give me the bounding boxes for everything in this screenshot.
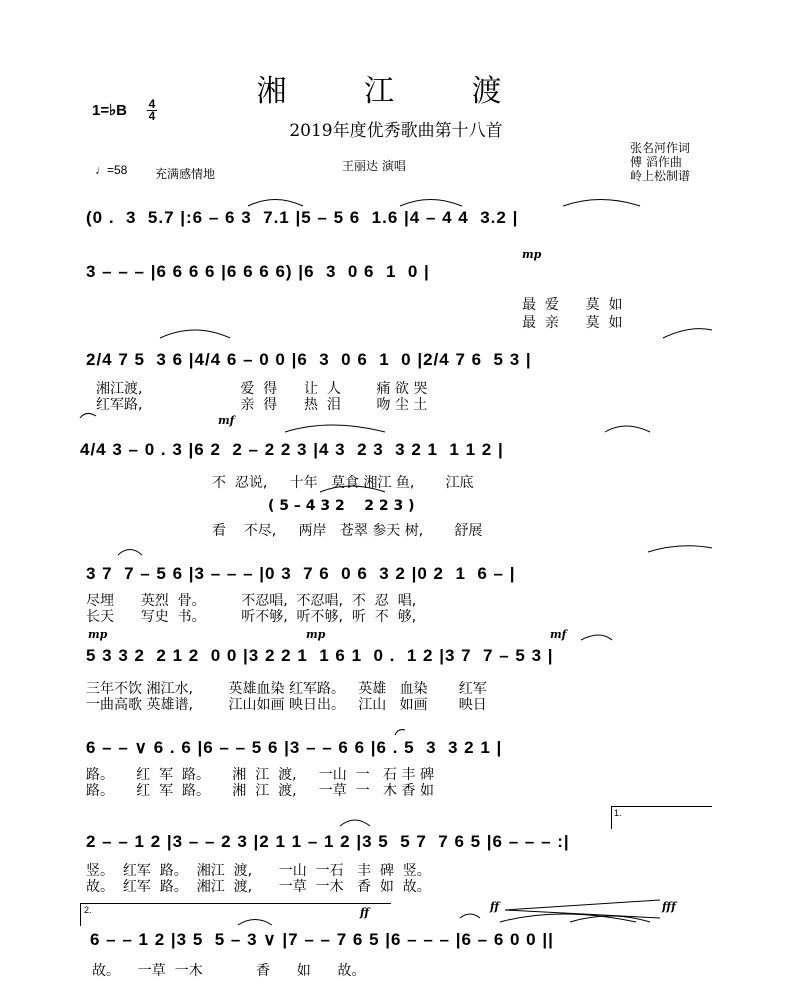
system-4-lyric-2: 看 不尽, 两岸 苍翠 参天 树, 舒展 bbox=[212, 523, 483, 539]
slur bbox=[581, 635, 612, 640]
volta-1-label: 1. bbox=[614, 808, 622, 818]
system-6-lyric-1: 三年不饮 湘江水, 英雄血染 红军路。 英雄 血染 红军 bbox=[86, 681, 487, 697]
system-7-lyric-2: 路。 红 军 路。 湘 江 渡, 一草 一 木 香 如 bbox=[86, 783, 434, 799]
slur bbox=[460, 914, 480, 918]
system-4-lyric-1: 不 忍说, 十年 莫食 湘江 鱼, 江底 bbox=[212, 475, 474, 491]
system-3-lyric-1: 湘江渡, 爱 得 让 人 痛 欲 哭 bbox=[96, 381, 428, 397]
system-8-lyric-2: 故。 红军 路。 湘江 渡, 一草 一木 香 如 故。 bbox=[86, 879, 431, 895]
system-6-notes: 5 3 3 2 2 1 2 0 0 |3 2 2 1 1 6 1 0 . 1 2 |3 7 7 – 5 3 | bbox=[86, 646, 554, 665]
slur bbox=[648, 546, 712, 552]
system-4-dynamic: mf bbox=[218, 414, 235, 427]
slur bbox=[400, 200, 462, 207]
slur bbox=[285, 425, 385, 432]
slur bbox=[160, 330, 230, 338]
system-6-dynamic-1: mp bbox=[88, 628, 108, 641]
system-5-lyric-1: 尽埋 英烈 骨。 不忍唱, 不忍唱, 不 忍 唱, bbox=[86, 593, 417, 609]
system-2-dynamic: mp bbox=[522, 248, 542, 261]
system-3-notes: 2/4 7 5 3 6 |4/4 6 – 0 0 |6 3 0 6 1 0 |2/4 7 6 5 3 | bbox=[86, 350, 532, 369]
slur bbox=[238, 920, 272, 926]
system-3-lyric-2: 红军路, 亲 得 热 泪 吻 尘 土 bbox=[96, 397, 428, 413]
system-9-lyric-1: 故。 一草 一木 香 如 故。 bbox=[92, 963, 366, 979]
slur bbox=[320, 486, 385, 492]
time-signature-bottom: 4 bbox=[148, 109, 156, 123]
system-8-lyric-1: 竖。 红军 路。 湘江 渡, 一山 一石 丰 碑 竖。 bbox=[86, 863, 431, 879]
slur bbox=[395, 730, 405, 735]
system-6-lyric-2: 一曲高歌 英雄谱, 江山如画 映日出。 江山 如画 映日 bbox=[86, 697, 487, 713]
system-6-dynamic-2: mp bbox=[306, 628, 326, 641]
system-7-notes: 6 – – ∨ 6 . 6 |6 – – 5 6 |3 – – 6 6 |6 . 5 3 3 2 1 | bbox=[86, 738, 503, 757]
time-signature-top: 4 bbox=[148, 97, 156, 111]
song-subtitle: 2019年度优秀歌曲第十八首 bbox=[289, 121, 503, 141]
system-2-notes: 3 – – – |6 6 6 6 |6 6 6 6) |6 3 0 6 1 0 | bbox=[86, 262, 430, 281]
system-2-lyric-1: 最 爱 莫 如 bbox=[522, 297, 623, 313]
expression-marking: 充满感情地 bbox=[155, 167, 216, 181]
composer-credit: 傅 滔作曲 bbox=[630, 155, 682, 169]
system-7-lyric-1: 路。 红 军 路。 湘 江 渡, 一山 一 石 丰 碑 bbox=[86, 767, 434, 783]
slur bbox=[118, 550, 142, 556]
system-9-dynamic-3: fff bbox=[662, 900, 676, 913]
system-5-notes: 3 7 7 – 5 6 |3 – – – |0 3 7 6 0 6 3 2 |0 2 1 6 – | bbox=[86, 564, 516, 583]
transcriber-credit: 岭上松制谱 bbox=[630, 169, 691, 183]
slur bbox=[248, 200, 303, 207]
slur bbox=[340, 820, 370, 826]
key-signature: 1=♭B bbox=[92, 102, 128, 119]
system-9-dynamic-1: ff bbox=[360, 906, 370, 919]
system-5-lyric-2: 长天 写史 书。 听不够, 听不够, 听 不 够, bbox=[86, 609, 417, 625]
slur bbox=[80, 413, 96, 418]
lyricist-credit: 张名河作词 bbox=[630, 141, 691, 155]
system-8-notes: 2 – – 1 2 |3 – – 2 3 |2 1 1 – 1 2 |3 5 5 7 7 6 5 |6 – – – :| bbox=[86, 832, 570, 851]
slur bbox=[563, 200, 640, 207]
system-1-notes: (0 . 3 5.7 |:6 – 6 3 7.1 |5 – 5 6 1.6 |4 – 4 4 3.2 | bbox=[86, 208, 519, 227]
crescendo-hairpin bbox=[505, 900, 660, 918]
slur bbox=[663, 329, 712, 338]
system-4-lyric-inline: ( 5 – 4 3 2 2 2 3 ) bbox=[268, 498, 415, 514]
slur bbox=[500, 914, 636, 922]
slur bbox=[605, 426, 650, 432]
song-title: 湘 江 渡 bbox=[256, 74, 536, 109]
system-4-notes: 4/4 3 – 0 . 3 |6 2 2 – 2 2 3 |4 3 2 3 3 2 1 1 1 2 | bbox=[80, 440, 504, 459]
system-9-dynamic-2: ff bbox=[490, 900, 500, 913]
system-2-lyric-2: 最 亲 莫 如 bbox=[522, 315, 623, 331]
system-6-dynamic-3: mf bbox=[550, 628, 567, 641]
system-9-notes: 6 – – 1 2 |3 5 5 – 3 ∨ |7 – – 7 6 5 |6 – – – |6 – 6 0 0 || bbox=[90, 930, 554, 949]
tempo-marking: ♩=58 bbox=[95, 163, 128, 177]
performer-credit: 王丽达 演唱 bbox=[342, 159, 406, 173]
volta-2-label: 2. bbox=[84, 905, 92, 915]
